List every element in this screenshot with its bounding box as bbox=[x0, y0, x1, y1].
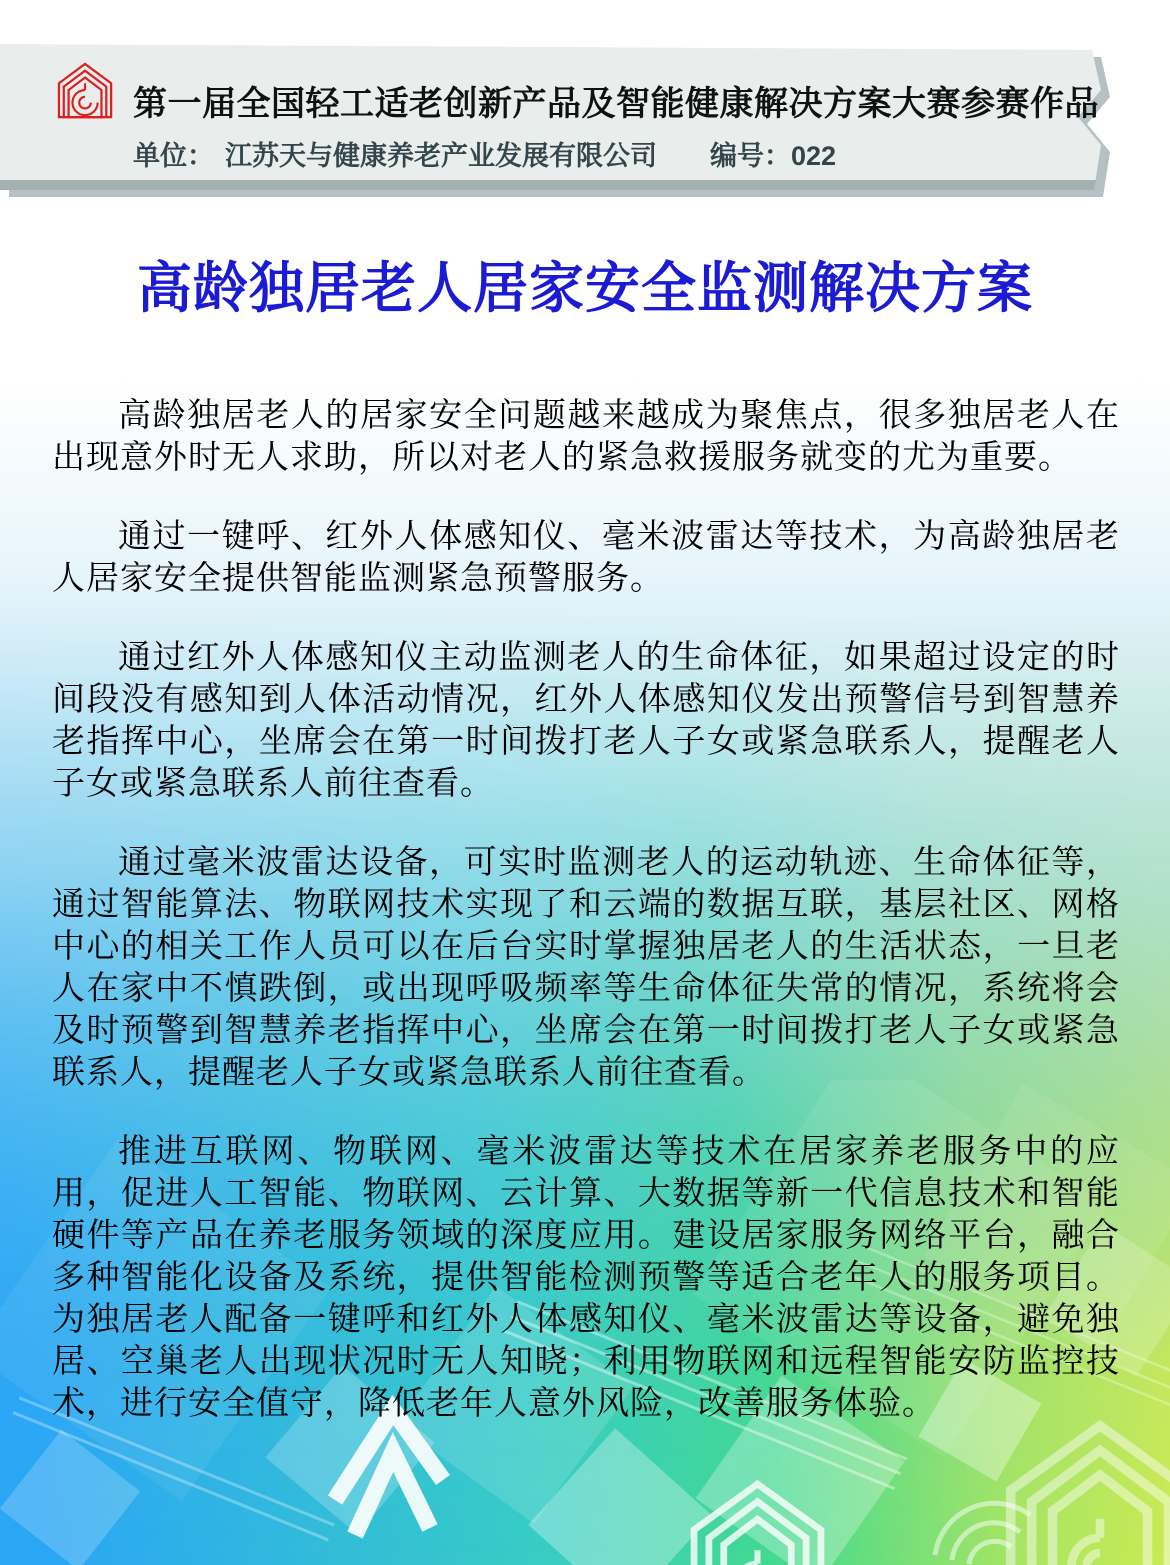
unit-value: 江苏天与健康养老产业发展有限公司 bbox=[225, 141, 657, 171]
entry-number-label: 编号： bbox=[710, 141, 791, 171]
entry-number bbox=[710, 134, 836, 173]
paragraph-2: 通过一键呼、红外人体感知仪、毫米波雷达等技术，为高龄独居老人居家安全提供智能监测紧急预警服务。 bbox=[52, 517, 1120, 596]
document-title: 高龄独居老人居家安全监测解决方案 bbox=[136, 257, 1033, 319]
banner-meta-row bbox=[133, 134, 1093, 170]
banner-content bbox=[0, 0, 1170, 200]
paragraph-3: 通过红外人体感知仪主动监测老人的生命体征，如果超过设定的时间段没有感知到人体活动情况，红外人体感知仪发出预警信号到智慧养老指挥中心，坐席会在第一时间拨打老人子女或紧急联系人，提醒老人子女或紧急联系人前往查看。 bbox=[52, 638, 1120, 801]
entry-number-value: 022 bbox=[791, 141, 837, 171]
paragraph-5: 推进互联网、物联网、毫米波雷达等技术在居家养老服务中的应用，促进人工智能、物联网、云计算、大数据等新一代信息技术和智能硬件等产品在养老服务领域的深度应用。建设居家服务网络平台，融合多种智能化设备及系统，提供智能检测预警等适合老年人的服务项目。为独居老人配备一键呼和红外人体感知仪、毫米波雷达等设备，避免独居、空巢老人出现状况时无人知晓；利用物联网和远程智能安防监控技术，进行安全值守，降低老年人意外风险，改善服务体验。 bbox=[52, 1132, 1120, 1421]
paragraph-4: 通过毫米波雷达设备，可实时监测老人的运动轨迹、生命体征等，通过智能算法、物联网技术实现了和云端的数据互联，基层社区、网格中心的相关工作人员可以在后台实时掌握独居老人的生活状态，一旦老人在家中不慎跌倒，或出现呼吸频率等生命体征失常的情况，系统将会及时预警到智慧养老指挥中心，坐席会在第一时间拨打老人子女或紧急联系人，提醒老人子女或紧急联系人前往查看。 bbox=[52, 843, 1120, 1090]
document-body bbox=[52, 394, 1120, 1461]
competition-title: 第一届全国轻工适老创新产品及智能健康解决方案大赛参赛作品 bbox=[133, 85, 1099, 123]
unit-label: 单位： bbox=[133, 141, 214, 171]
paragraph-1: 高龄独居老人的居家安全问题越来越成为聚焦点，很多独居老人在出现意外时无人求助，所以对老人的紧急救援服务就变的尤为重要。 bbox=[52, 396, 1120, 475]
competition-banner bbox=[0, 0, 1170, 210]
house-spiral-logo-icon bbox=[57, 62, 115, 120]
